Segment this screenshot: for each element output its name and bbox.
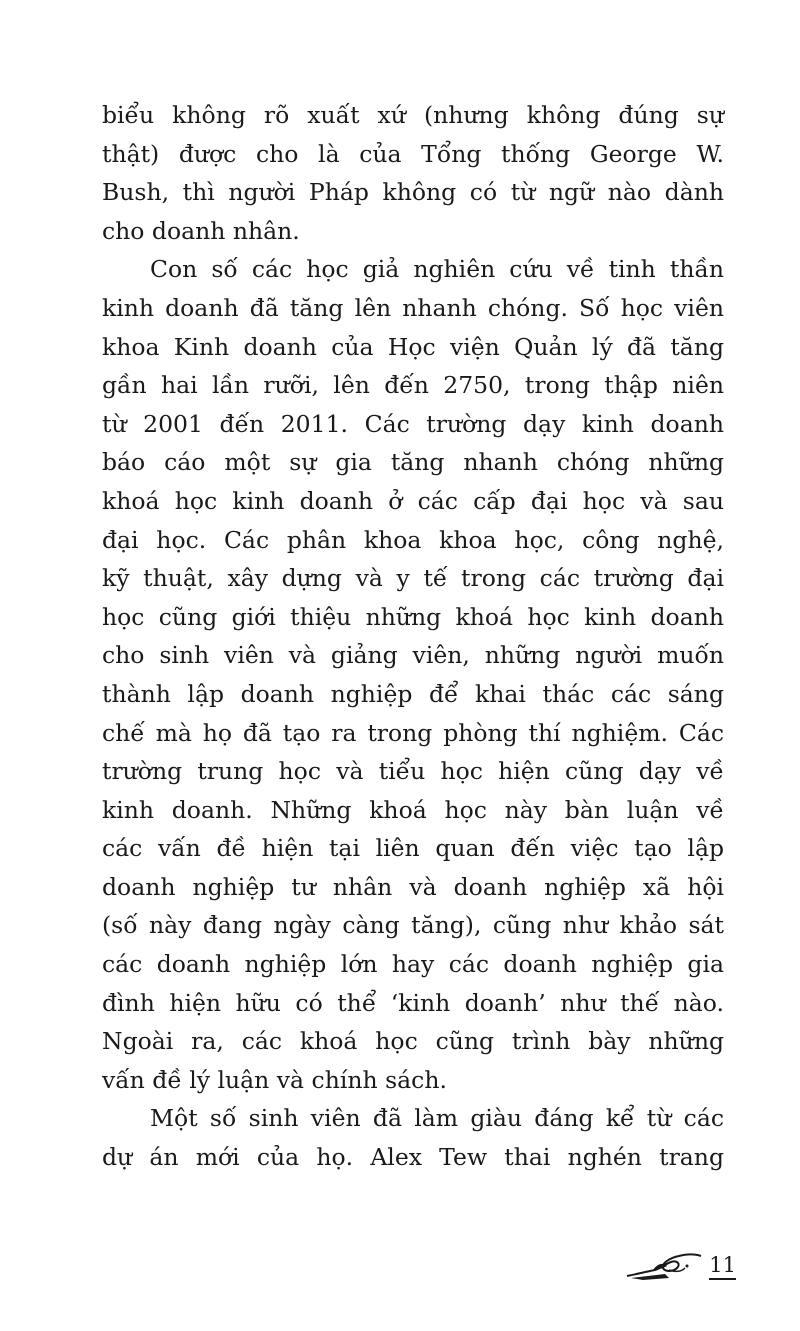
- text-line: thật) được cho là của Tổng thống George W.: [102, 139, 724, 168]
- text-line: khoá học kinh doanh ở các cấp đại học và sau: [102, 486, 724, 515]
- text-line: khoa Kinh doanh của Học viện Quản lý đã tăng: [102, 332, 724, 361]
- text-line: cho doanh nhân.: [102, 216, 300, 245]
- text-line: Con số các học giả nghiên cứu về tinh thần: [150, 255, 724, 284]
- text-line: học cũng giới thiệu những khoá học kinh doanh: [102, 602, 724, 631]
- text-line: kinh doanh đã tăng lên nhanh chóng. Số học viên: [102, 293, 724, 322]
- text-line: đình hiện hữu có thể ‘kinh doanh’ như thế nào.: [102, 988, 724, 1017]
- text-line: cho sinh viên và giảng viên, những người muốn: [102, 641, 724, 670]
- text-line: các vấn đề hiện tại liên quan đến việc tạo lập: [102, 834, 724, 863]
- text-line: Một số sinh viên đã làm giàu đáng kể từ các: [150, 1104, 724, 1133]
- body-text: [102, 96, 724, 1177]
- paragraph: [102, 1099, 724, 1176]
- text-line: kinh doanh. Những khoá học này bàn luận về: [102, 795, 724, 824]
- text-line: doanh nghiệp tư nhân và doanh nghiệp xã hội: [102, 872, 724, 901]
- page-number: 11: [709, 1254, 736, 1280]
- text-line: biểu không rõ xuất xứ (nhưng không đúng sự: [102, 101, 724, 129]
- text-line: gần hai lần rưỡi, lên đến 2750, trong thập niên: [102, 371, 724, 400]
- paragraph: [102, 250, 724, 1099]
- page-footer: [625, 1250, 736, 1284]
- text-line: Bush, thì người Pháp không có từ ngữ nào dành: [102, 178, 724, 207]
- text-line: từ 2001 đến 2011. Các trường dạy kinh doanh: [102, 409, 724, 438]
- text-line: đại học. Các phân khoa khoa học, công nghệ,: [102, 525, 724, 554]
- text-line: báo cáo một sự gia tăng nhanh chóng những: [102, 448, 724, 477]
- text-line: chế mà họ đã tạo ra trong phòng thí nghiệm. Các: [102, 718, 724, 747]
- text-line: vấn đề lý luận và chính sách.: [102, 1065, 447, 1094]
- text-line: Ngoài ra, các khoá học cũng trình bày những: [102, 1027, 724, 1056]
- text-line: (số này đang ngày càng tăng), cũng như khảo sát: [102, 911, 724, 940]
- text-line: các doanh nghiệp lớn hay các doanh nghiệp gia: [102, 950, 724, 979]
- text-line: kỹ thuật, xây dựng và y tế trong các trường đại: [102, 564, 724, 593]
- text-line: dự án mới của họ. Alex Tew thai nghén trang: [102, 1143, 724, 1172]
- pen-flourish-icon: [625, 1250, 705, 1284]
- text-line: thành lập doanh nghiệp để khai thác các sáng: [102, 679, 724, 708]
- text-line: trường trung học và tiểu học hiện cũng dạy về: [102, 757, 724, 786]
- paragraph: [102, 96, 724, 250]
